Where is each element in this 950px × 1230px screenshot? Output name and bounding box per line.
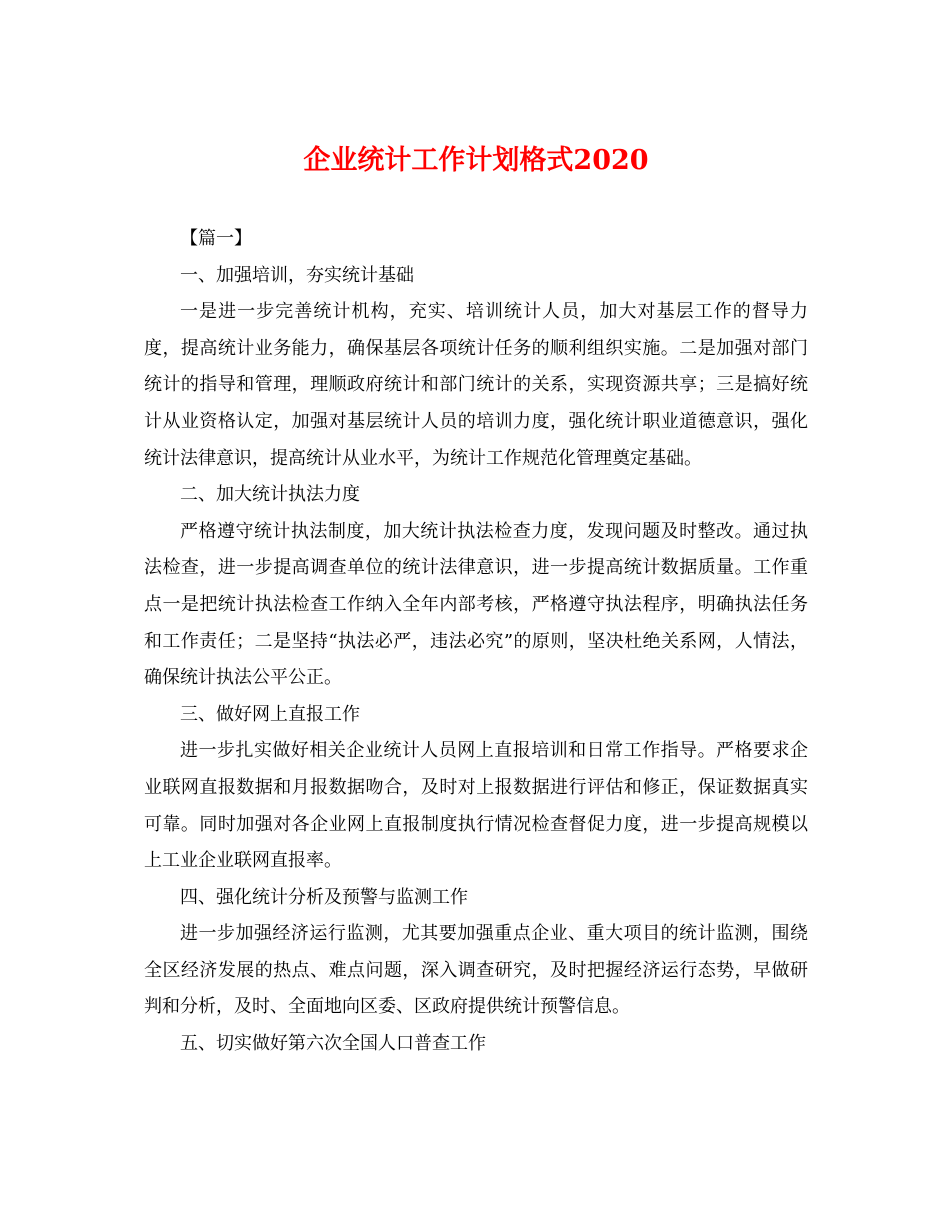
document-body bbox=[144, 221, 808, 1063]
paragraph-1: 一是进一步完善统计机构，充实、培训统计人员，加大对基层工作的督导力度，提高统计业务能力，确保基层各项统计任务的顺利组织实施。二是加强对部门统计的指导和管理，理顺政府统计和部门统计的关系，实现资源共享；三是搞好统计从业资格认定，加强对基层统计人员的培训力度，强化统计职业道德意识，强化统计法律意识，提高统计从业水平，为统计工作规范化管理奠定基础。 bbox=[144, 301, 808, 469]
section-heading-3: 三、做好网上直报工作 bbox=[180, 703, 360, 725]
paragraph-2: 严格遵守统计执法制度，加大统计执法检查力度，发现问题及时整改。通过执法检查，进一步提高调查单位的统计法律意识，进一步提高统计数据质量。工作重点一是把统计执法检查工作纳入全年内部考核，严格遵守执法程序，明确执法任务和工作责任；二是坚持“执法必严，违法必究”的原则，坚决杜绝关系网，人情法，确保统计执法公平公正。 bbox=[144, 520, 808, 689]
document-title: 企业统计工作计划格式2020 bbox=[303, 145, 649, 176]
section-label-part-one: 【篇一】 bbox=[180, 228, 252, 249]
section-heading-5: 五、切实做好第六次全国人口普查工作 bbox=[180, 1033, 486, 1055]
section-heading-1: 一、加强培训，夯实统计基础 bbox=[180, 264, 414, 286]
section-heading-4: 四、强化统计分析及预警与监测工作 bbox=[180, 886, 468, 908]
paragraph-4: 进一步加强经济运行监测，尤其要加强重点企业、重大项目的统计监测，围绕全区经济发展的热点、难点问题，深入调查研究，及时把握经济运行态势，早做研判和分析，及时、全面地向区委、区政府提供统计预警信息。 bbox=[144, 923, 808, 1018]
section-heading-2: 二、加大统计执法力度 bbox=[180, 484, 360, 506]
paragraph-3: 进一步扎实做好相关企业统计人员网上直报培训和日常工作指导。严格要求企业联网直报数据和月报数据吻合，及时对上报数据进行评估和修正，保证数据真实可靠。同时加强对各企业网上直报制度执行情况检查督促力度，进一步提高规模以上工业企业联网直报率。 bbox=[144, 740, 808, 872]
